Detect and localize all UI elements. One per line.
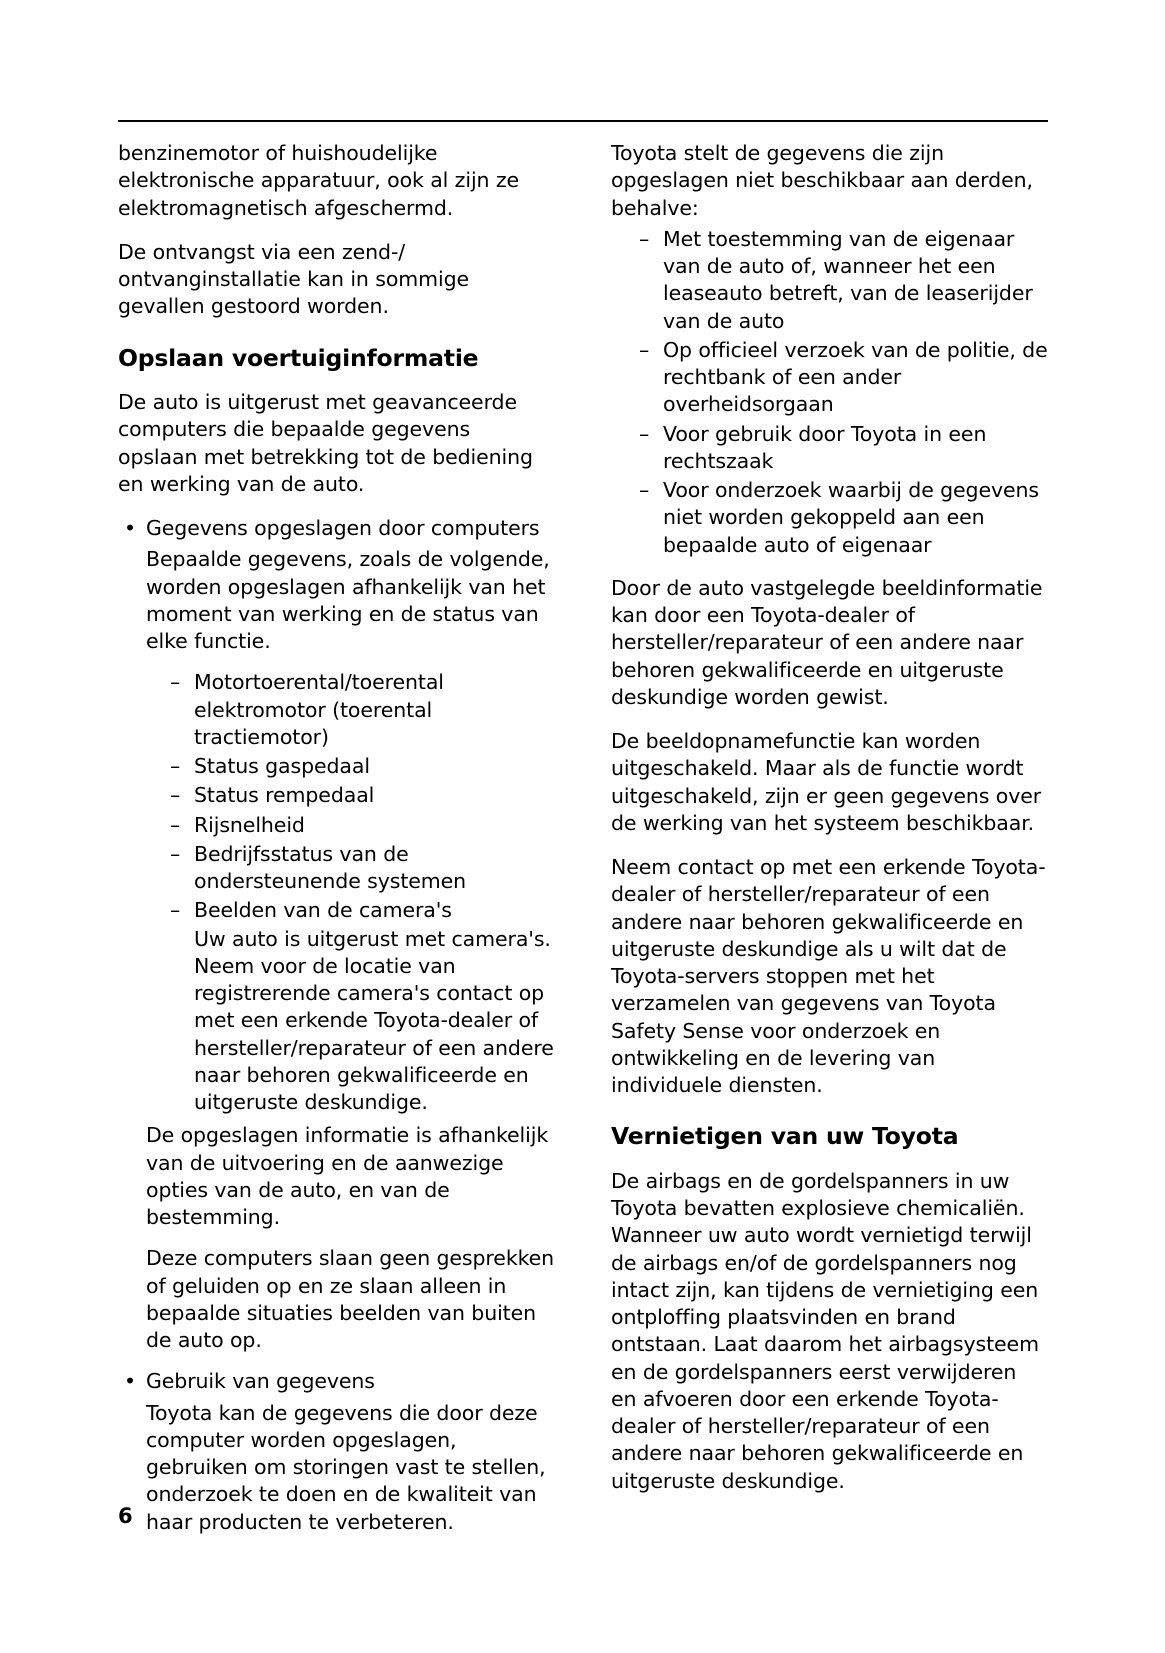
list-item	[118, 1368, 555, 1395]
paragraph-derden-intro: Toyota stelt de gegevens die zijn opgeslagen niet beschikbaar aan derden, behalve:	[611, 141, 1033, 220]
paragraph-beeldopnamefunctie: De beeldopnamefunctie kan worden uitgeschakeld. Maar als de functie wordt uitgeschakeld, zijn er geen gegevens over de werking van het systeem beschikbaar.	[611, 729, 1042, 835]
paragraph-bepaalde-gegevens: Bepaalde gegevens, zoals de volgende, worden opgeslagen afhankelijk van het moment van werking en de status van elke functie.	[146, 547, 550, 654]
paragraph-computers-intro: De auto is uitgerust met geavanceerde computers die bepaalde gegevens opslaan met betrekking tot de bediening en werking van de auto.	[118, 390, 533, 496]
dash-list-stored-data	[170, 669, 555, 1116]
dash-icon: –	[170, 783, 181, 808]
list-item	[170, 897, 555, 1116]
left-column	[118, 140, 555, 1550]
paragraph-camera-note: Uw auto is uitgerust met camera's. Neem voor de locatie van registrerende camera's contact op met een erkende Toyota-dealer of hersteller/reparateur of een andere naar behoren gekwalificeerde en uitgeruste deskundige.	[194, 926, 554, 1115]
bullet-label-gebruik-van-gegevens: Gebruik van gegevens	[146, 1369, 375, 1394]
page-columns	[118, 140, 1048, 1550]
bullet-icon: •	[124, 516, 136, 541]
paragraph-interference-continued: benzinemotor of huishoudelijke elektronische apparatuur, ook al zijn ze elektromagnetisch afgeschermd.	[118, 141, 520, 220]
dash-label: Motortoerental/toerental elektromotor (toerental tractiemotor)	[194, 670, 444, 749]
dash-label: Op officieel verzoek van de politie, de rechtbank of een ander overheidsorgaan	[663, 337, 1048, 417]
list-item	[118, 515, 555, 542]
dash-label: Status rempedaal	[194, 783, 375, 808]
bullet-list-usage	[118, 1368, 555, 1395]
list-item	[639, 337, 1048, 419]
dash-label: Status gaspedaal	[194, 754, 370, 779]
list-item	[639, 477, 1048, 559]
paragraph-reception: De ontvangst via een zend-/ ontvanginstallatie kan in sommige gevallen gestoord worden.	[118, 239, 470, 319]
bullet-label-gegevens-opgeslagen: Gegevens opgeslagen door computers	[146, 516, 540, 541]
paragraph-contact-toyota-servers: Neem contact op met een erkende Toyota-dealer of hersteller/reparateur of een andere naar behoren gekwalificeerde en uitgeruste deskundige als u wilt dat de Toyota-servers stoppen met het verzamelen van gegevens van Toyota Safety Sense voor onderzoek en ontwikkeling en de levering van individuele diensten.	[611, 855, 1046, 1097]
dash-icon: –	[639, 226, 650, 251]
section-heading-vernietigen-van-uw-toyota: Vernietigen van uw Toyota	[611, 1122, 959, 1151]
paragraph-airbags-vernietiging: De airbags en de gordelspanners in uw Toyota bevatten explosieve chemicaliën. Wanneer uw auto wordt vernietigd terwijl de airbags en/of de gordelspanners nog intact zijn, kan tijdens de vernietiging een ontploffing plaatsvinden en brand ontstaan. Laat daarom het airbagsysteem en de gordelspanners eerst verwijderen en afvoeren door een erkende Toyota-dealer of hersteller/reparateur of een andere naar behoren gekwalificeerde en uitgeruste deskundige.	[611, 1168, 1039, 1493]
list-item	[170, 753, 555, 780]
page-number: 6	[118, 1504, 133, 1528]
dash-icon: –	[639, 421, 650, 446]
dash-list-exceptions	[639, 226, 1048, 559]
paragraph-opgeslagen-informatie: De opgeslagen informatie is afhankelijk van de uitvoering en de aanwezige opties van de auto, en van de bestemming.	[146, 1123, 549, 1230]
paragraph-geen-gesprekken: Deze computers slaan geen gesprekken of geluiden op en ze slaan alleen in bepaalde situaties beelden van buiten de auto op.	[146, 1246, 555, 1353]
dash-icon: –	[170, 812, 181, 837]
dash-icon: –	[170, 898, 181, 923]
dash-label: Bedrijfsstatus van de ondersteunende systemen	[194, 841, 467, 894]
bullet-icon: •	[124, 1369, 136, 1394]
dash-icon: –	[170, 841, 181, 866]
dash-label: Voor onderzoek waarbij de gegevens niet worden gekoppeld aan een bepaalde auto of eigenaar	[663, 478, 1040, 557]
list-item	[639, 226, 1048, 335]
dash-icon: –	[639, 337, 650, 362]
right-column	[611, 140, 1048, 1550]
paragraph-gebruik-gegevens-detail: Toyota kan de gegevens die door deze computer worden opgeslagen, gebruiken om storingen vast te stellen, onderzoek te doen en de kwaliteit van haar producten te verbeteren.	[146, 1400, 546, 1534]
section-heading-opslaan-voertuiginformatie: Opslaan voertuiginformatie	[118, 343, 479, 372]
list-item	[170, 841, 555, 896]
dash-label: Voor gebruik door Toyota in een rechtszaak	[663, 421, 987, 473]
paragraph-beeldinformatie-wissen: Door de auto vastgelegde beeldinformatie kan door een Toyota-dealer of hersteller/reparateur of een andere naar behoren gekwalificeerde en uitgeruste deskundige worden gewist.	[611, 575, 1043, 709]
dash-label: Met toestemming van de eigenaar van de auto of, wanneer het een leaseauto betreft, van de leaserijder van de auto	[663, 226, 1033, 333]
header-rule	[118, 120, 1048, 122]
list-item	[170, 782, 555, 809]
list-item	[170, 669, 555, 751]
dash-icon: –	[639, 478, 650, 502]
dash-icon: –	[170, 670, 181, 695]
dash-label: Beelden van de camera's	[194, 898, 452, 923]
list-item	[639, 421, 1048, 476]
dash-label: Rijsnelheid	[194, 812, 305, 837]
dash-icon: –	[170, 754, 181, 779]
list-item	[170, 812, 555, 839]
bullet-list-data	[118, 515, 555, 542]
